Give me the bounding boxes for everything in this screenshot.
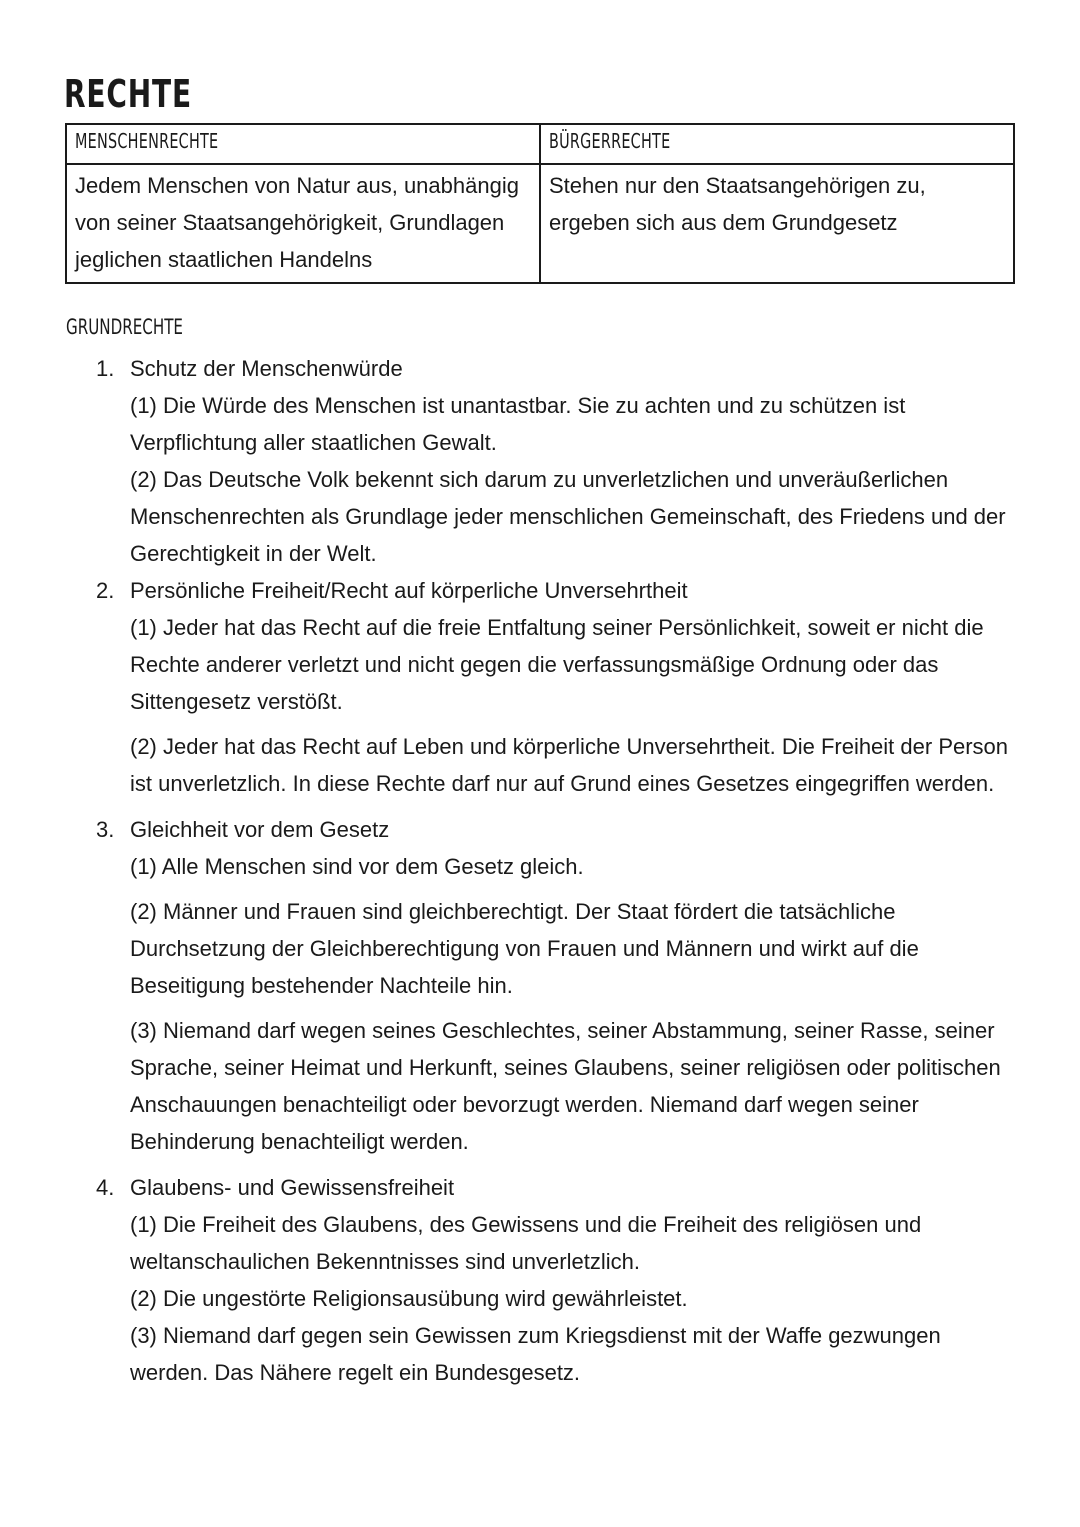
article-paragraph: (2) Die ungestörte Religionsausübung wird gewährleistet. (130, 1286, 688, 1311)
article-title: Persönliche Freiheit/Recht auf körperliche Unversehrtheit (130, 578, 688, 603)
article-1 (96, 350, 1020, 572)
article-paragraph: (1) Die Würde des Menschen ist unantastbar. Sie zu achten und zu schützen ist Verpflichtung aller staatlichen Gewalt. (130, 393, 906, 455)
table-row (66, 164, 1014, 283)
article-number: 4. (96, 1175, 115, 1200)
article-paragraph: (1) Alle Menschen sind vor dem Gesetz gleich. (130, 854, 584, 879)
header-buergerrechte: BÜRGERRECHTE (540, 124, 1014, 164)
article-title: Schutz der Menschenwürde (130, 356, 403, 381)
article-paragraph: (2) Das Deutsche Volk bekennt sich darum zu unverletzlichen und unveräußerlichen Menschenrechten als Grundlage jeder menschlichen Gemeinschaft, des Friedens und der Gerechtigkeit in der Welt. (130, 467, 1006, 566)
article-number: 3. (96, 817, 115, 842)
article-paragraph: (1) Die Freiheit des Glaubens, des Gewissens und die Freiheit des religiösen und weltanschaulichen Bekenntnisses sind unverletzlich. (130, 1212, 922, 1274)
rights-comparison-table (65, 123, 1015, 284)
article-title: Glaubens- und Gewissensfreiheit (130, 1175, 455, 1200)
article-paragraph: (3) Niemand darf gegen sein Gewissen zum Kriegsdienst mit der Waffe gezwungen werden. Das Nähere regelt ein Bundesgesetz. (130, 1323, 941, 1385)
page-title: RECHTE (64, 72, 192, 116)
article-paragraph: (1) Jeder hat das Recht auf die freie Entfaltung seiner Persönlichkeit, soweit er nicht die Rechte anderer verletzt und nicht gegen die verfassungsmäßige Ordnung oder das Sittengesetz verstößt. (130, 615, 984, 714)
article-paragraph: (2) Jeder hat das Recht auf Leben und körperliche Unversehrtheit. Die Freiheit der Person ist unverletzlich. In diese Rechte darf nur auf Grund eines Gesetzes eingegriffen werden. (130, 734, 1009, 796)
cell-menschenrechte-definition: Jedem Menschen von Natur aus, unabhängig von seiner Staatsangehörigkeit, Grundlagen jeglichen staatlichen Handelns (66, 164, 540, 283)
article-paragraph: (3) Niemand darf wegen seines Geschlechtes, seiner Abstammung, seiner Rasse, seiner Sprache, seiner Heimat und Herkunft, seines Glaubens, seiner religiösen oder politischen Anschauungen benachteiligt oder bevorzugt werden. Niemand darf wegen seiner Behinderung benachteiligt werden. (130, 1018, 1001, 1154)
header-menschenrechte: MENSCHENRECHTE (66, 124, 540, 164)
article-paragraph: (2) Männer und Frauen sind gleichberechtigt. Der Staat fördert die tatsächliche Durchsetzung der Gleichberechtigung von Frauen und Männern und wirkt auf die Beseitigung bestehender Nachteile hin. (130, 899, 919, 998)
article-number: 1. (96, 356, 115, 381)
table-header-row (66, 124, 1014, 164)
article-title: Gleichheit vor dem Gesetz (130, 817, 390, 842)
articles-list (96, 350, 1020, 1391)
cell-buergerrechte-definition: Stehen nur den Staatsangehörigen zu, ergeben sich aus dem Grundgesetz (540, 164, 1014, 283)
section-heading-grundrechte: GRUNDRECHTE (66, 315, 183, 339)
article-2 (96, 572, 1020, 802)
article-number: 2. (96, 578, 115, 603)
article-4 (96, 1169, 1020, 1391)
article-3 (96, 811, 1020, 1160)
